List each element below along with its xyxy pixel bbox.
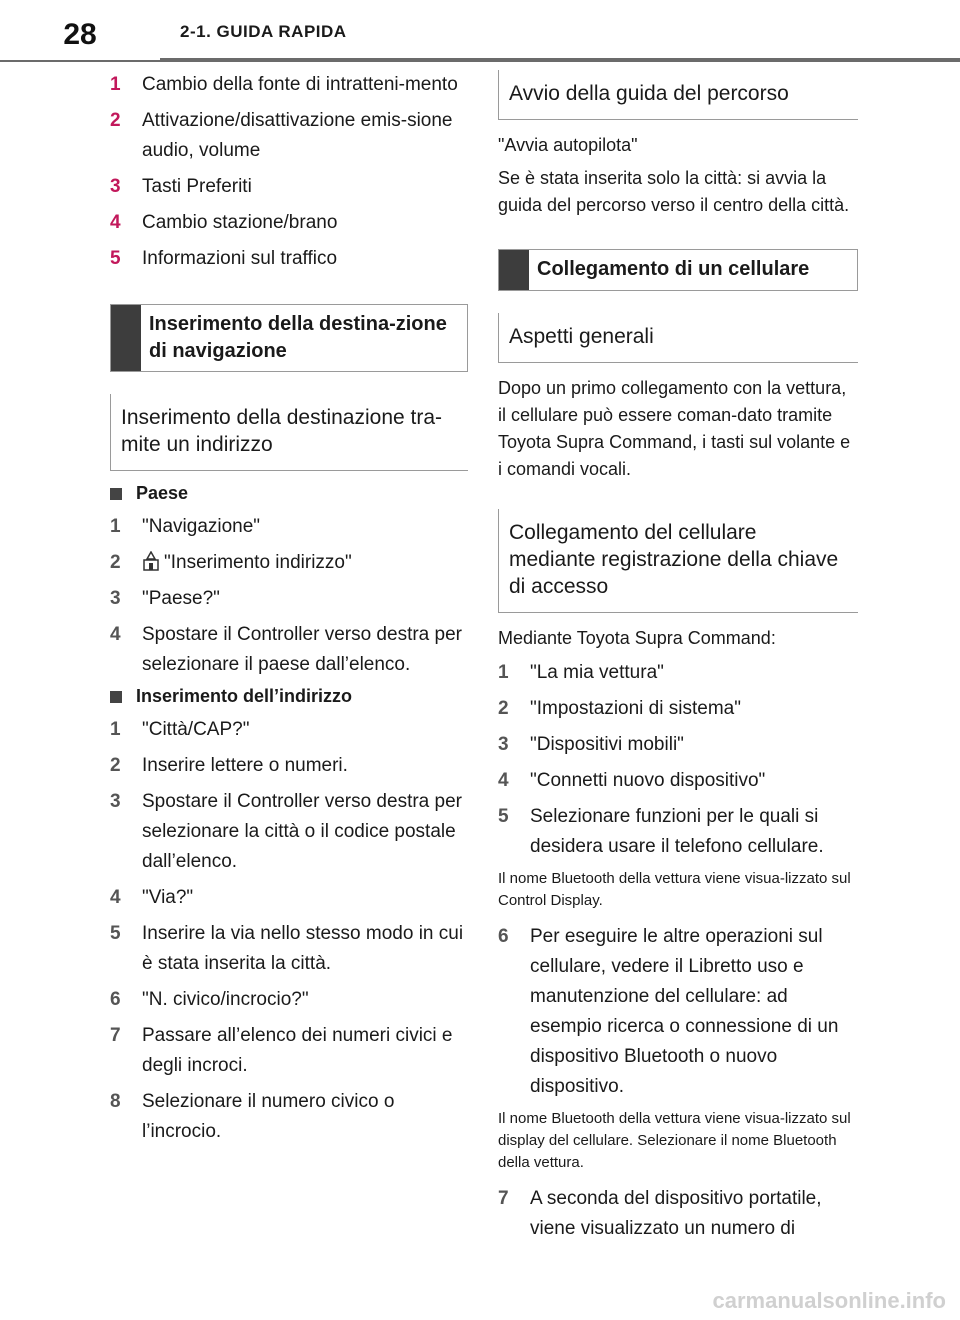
step-number: 4 [110, 887, 121, 908]
list-item [110, 512, 468, 542]
step-text [142, 548, 468, 578]
list-item [498, 802, 858, 862]
step-number: 1 [498, 662, 509, 683]
step-number: 5 [498, 806, 509, 827]
step-number: 3 [110, 176, 121, 197]
step-text: Informazioni sul traffico [142, 248, 338, 269]
step-text: "Città/CAP?" [142, 719, 250, 740]
paragraph: Mediante Toyota Supra Command: [498, 628, 776, 648]
note: Il nome Bluetooth della vettura viene visua-lizzato sul Control Display. [498, 870, 851, 909]
list-item [110, 919, 468, 979]
step-number: 2 [110, 755, 121, 776]
list-item [110, 106, 468, 166]
step-text: Cambio stazione/brano [142, 212, 338, 233]
box-title-text: Inserimento della destina-zione di navigazione [149, 313, 447, 362]
step-number: 1 [110, 516, 121, 537]
list-item [110, 787, 468, 877]
list-item [110, 70, 468, 100]
bullet-heading-paese [110, 483, 468, 504]
page-number: 28 [0, 10, 160, 60]
list-item: 6 Per eseguire le altre operazioni sul cellulare, vedere il Libretto uso e manutenzione del cellulare: ad esempio ricerca o connessione di un dispositivo Bluetooth o nuovo dispositivo. [498, 926, 839, 1097]
step-number: 1 [110, 74, 121, 95]
step-text: "Impostazioni di sistema" [530, 698, 741, 719]
cellulare-steps [498, 658, 858, 862]
step-text: "La mia vettura" [530, 662, 664, 683]
step-text: Selezionare il numero civico o l’incrocio. [142, 1091, 395, 1142]
step-number: 2 [498, 698, 509, 719]
watermark: carmanualsonline.info [712, 1288, 946, 1313]
step-text: "Paese?" [142, 588, 220, 609]
note: Il nome Bluetooth della vettura viene visua-lizzato sul display del cellulare. Selezionare il nome Bluetooth della vettura. [498, 1110, 851, 1171]
paragraph: "Avvia autopilota" [498, 135, 638, 155]
subsection-title: Aspetti generali [498, 313, 858, 363]
bullet-heading-text: Inserimento dell’indirizzo [136, 686, 353, 706]
list-item [110, 208, 468, 238]
step-number: 3 [110, 791, 121, 812]
list-item [110, 620, 468, 680]
step-number: 7 [110, 1025, 121, 1046]
step-text: Spostare il Controller verso destra per selezionare la città o il codice postale dall’elenco. [142, 791, 462, 872]
step-text: Tasti Preferiti [142, 176, 252, 197]
step-number: 2 [110, 110, 121, 131]
step-number: 5 [110, 248, 121, 269]
paragraph: Se è stata inserita solo la città: si avvia la guida del percorso verso il centro della città. [498, 168, 850, 215]
step-text: "Navigazione" [142, 516, 261, 537]
step-number: 3 [498, 734, 509, 755]
step-text: "Dispositivi mobili" [530, 734, 684, 755]
list-item: 7 A seconda del dispositivo portatile, viene visualizzato un numero di [498, 1188, 822, 1239]
step-text: "Via?" [142, 887, 194, 908]
list-item [110, 548, 468, 578]
step-text: Inserire la via nello stesso modo in cui è stata inserita la città. [142, 923, 464, 974]
indirizzo-steps [110, 715, 468, 1147]
subsection-title: Avvio della guida del percorso [498, 70, 858, 120]
paragraph: Dopo un primo collegamento con la vettura, il cellulare può essere coman-dato tramite Toyota Supra Command, i tasti sul volante e i comandi vocali. [498, 378, 851, 479]
list-item [110, 584, 468, 614]
subsection-title: Inserimento della destinazione tra-mite un indirizzo [110, 394, 468, 471]
section-box-cellulare [498, 249, 858, 291]
step-text: Attivazione/disattivazione emis-sione audio, volume [142, 110, 453, 161]
step-text: "Connetti nuovo dispositivo" [530, 770, 766, 791]
step-text: Inserire lettere o numeri. [142, 755, 348, 776]
box-title-text: Collegamento di un cellulare [537, 258, 810, 280]
box-bar [111, 305, 141, 371]
step-text: Passare all’elenco dei numeri civici e degli incroci. [142, 1025, 453, 1076]
list-item [110, 883, 468, 913]
legend-list [110, 70, 468, 274]
step-number: 4 [498, 770, 509, 791]
step-number: 4 [110, 624, 121, 645]
step-number: 4 [110, 212, 121, 233]
list-item [110, 244, 468, 274]
section-title: 2-1. GUIDA RAPIDA [180, 22, 347, 41]
bullet-heading-indirizzo [110, 686, 468, 707]
list-item [110, 715, 468, 745]
step-text-content: "Inserimento indirizzo" [164, 552, 352, 573]
step-number: 1 [110, 719, 121, 740]
list-item [110, 751, 468, 781]
step-text: "N. civico/incrocio?" [142, 989, 309, 1010]
list-item [498, 694, 858, 724]
step-number: 8 [110, 1091, 121, 1112]
box-bar [499, 250, 529, 290]
list-item [110, 1087, 468, 1147]
step-text: Cambio della fonte di intratteni-mento [142, 74, 458, 95]
bullet-heading-text: Paese [136, 483, 189, 503]
address-entry-icon [142, 551, 160, 571]
step-number: 5 [110, 923, 121, 944]
bullet-square-icon [110, 488, 122, 500]
subsection-title: Collegamento del cellulare mediante registrazione della chiave di accesso [498, 509, 858, 613]
bullet-square-icon [110, 691, 122, 703]
list-item [498, 766, 858, 796]
step-number: 2 [110, 552, 121, 573]
list-item [110, 985, 468, 1015]
list-item [110, 1021, 468, 1081]
right-column [498, 70, 858, 1250]
step-number: 6 [110, 989, 121, 1010]
step-text: Spostare il Controller verso destra per selezionare il paese dall’elenco. [142, 624, 462, 675]
list-item [110, 172, 468, 202]
list-item [498, 730, 858, 760]
section-box-navigation [110, 304, 468, 372]
left-column [110, 70, 468, 1153]
step-number: 3 [110, 588, 121, 609]
list-item [498, 658, 858, 688]
step-text: Selezionare funzioni per le quali si desidera usare il telefono cellulare. [530, 806, 824, 857]
paese-steps [110, 512, 468, 680]
